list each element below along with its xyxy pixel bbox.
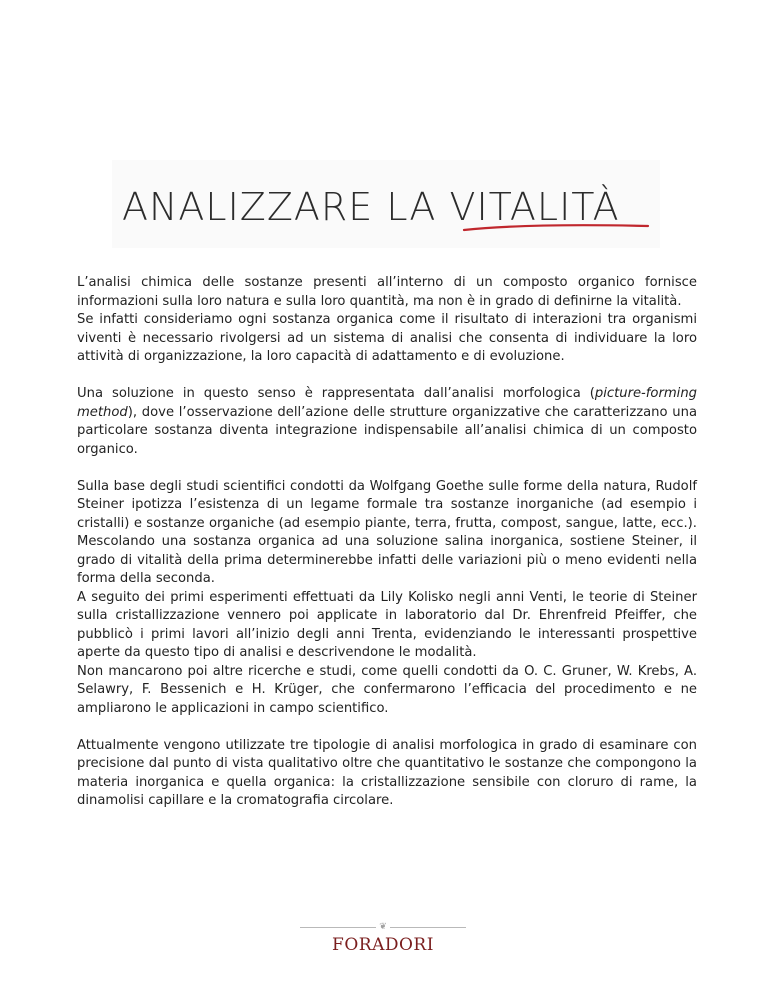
paragraph-5: A seguito dei primi esperimenti effettuati da Lily Kolisko negli anni Venti, le teorie di Steiner sulla cristallizzazione vennero poi applicate in laboratorio dal Dr. Ehrenfreid Pfeiffer, che pubblicò i primi lavori all’inizio degli anni Trenta, evidenziando le interessanti prospettive aperte da questo tipo di analisi e descrivendone le modalità. bbox=[77, 589, 697, 660]
paragraph-4: Sulla base degli studi scientifici condotti da Wolfgang Goethe sulle forme della natura, Rudolf Steiner ipotizza l’esistenza di un legame formale tra sostanze inorganiche (ad esempio i cristalli) e sostanze organiche (ad esempio piante, terra, frutta, compost, sangue, latte, ecc.). Mescolando una sostanza organica ad una soluzione salina inorganica, sostiene Steiner, il grado di vitalità della prima determinerebbe infatti delle variazioni più o meno evidenti nella forma della seconda. bbox=[77, 478, 697, 586]
title-part2: VITALITÀ bbox=[449, 185, 620, 229]
paragraph-7: Attualmente vengono utilizzate tre tipologie di analisi morfologica in grado di esaminare con precisione dal punto di vista qualitativo oltre che quantitativo le sostanze che compongono la materia inorganica e quella organica: la cristallizzazione sensibile con cloruro di rame, la dinamolisi capillare e la cromatografia circolare. bbox=[77, 737, 697, 808]
paragraph-3-emphasis: picture-forming method bbox=[77, 386, 697, 420]
title-graphic bbox=[112, 160, 660, 248]
article-body bbox=[77, 274, 697, 829]
paragraph-3-pre: Una soluzione in questo senso è rappresentata dall’analisi morfologica ( bbox=[77, 386, 595, 401]
logo-name: FORADORI bbox=[332, 935, 434, 955]
title-banner bbox=[112, 160, 660, 248]
paragraph-6: Non mancarono poi altre ricerche e studi, come quelli condotti da O. C. Gruner, W. Krebs, A. Selawry, F. Bessenich e H. Krüger, che confermarono l’efficacia del procedimento e ne ampliarono le applicazioni in campo scientifico. bbox=[77, 663, 697, 716]
title-part1: ANALIZZARE LA bbox=[122, 185, 450, 229]
paragraph-3-post: ), dove l’osservazione dell’azione delle strutture organizzative che caratterizzano una particolare sostanza diventa integrazione indispensabile all’analisi chimica di un composto organico. bbox=[77, 404, 697, 457]
paragraph-1: L’analisi chimica delle sostanze presenti all’interno di un composto organico fornisce informazioni sulla loro natura e sulla loro quantità, ma non è in grado di definirne la vitalità. bbox=[77, 275, 697, 309]
paragraph-2: Se infatti consideriamo ogni sostanza organica come il risultato di interazioni tra organismi viventi è necessario rivolgersi ad un sistema di analisi che consenta di individuare la loro attività di organizzazione, la loro capacità di adattamento e di evoluzione. bbox=[77, 312, 697, 364]
logo-ornament-icon: ❦ bbox=[376, 922, 390, 932]
paragraph-3 bbox=[77, 385, 697, 459]
foradori-logo bbox=[300, 915, 466, 965]
title-text bbox=[122, 185, 620, 229]
